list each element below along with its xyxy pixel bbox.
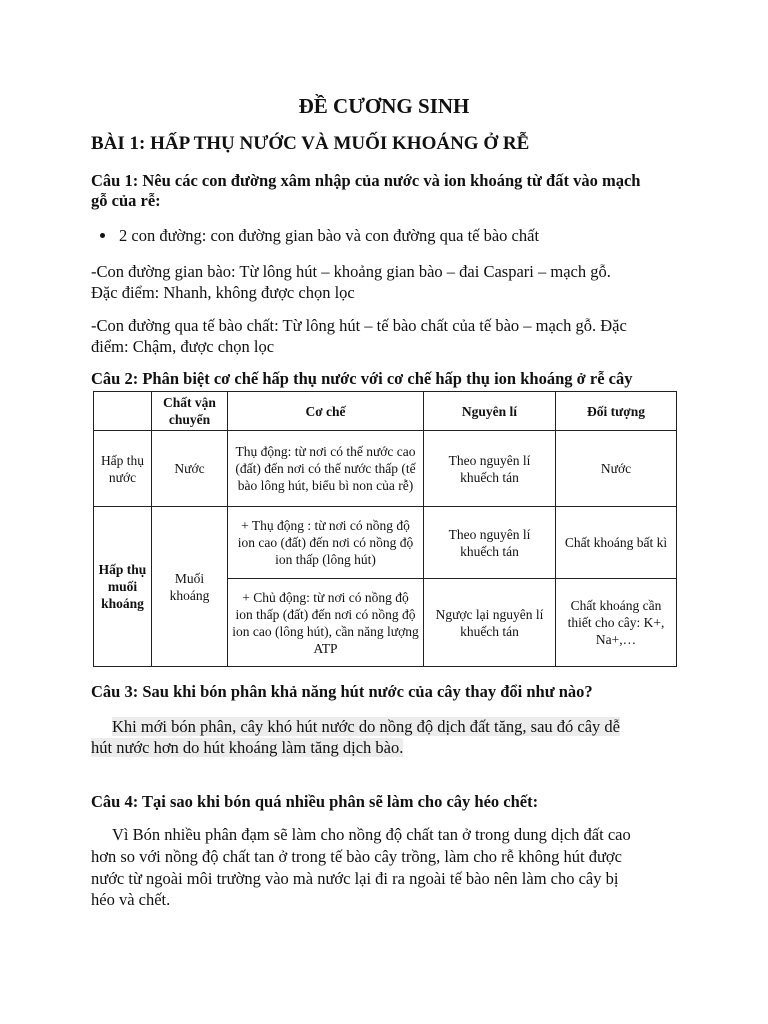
- table-header-row: [94, 392, 677, 431]
- bullet-dot-icon: [100, 233, 105, 238]
- answer-3-line1: [112, 716, 620, 737]
- paragraph-apoplast-line1: -Con đường gian bào: Từ lông hút – khoảng gian bào – đai Caspari – mạch gỗ.: [91, 262, 611, 281]
- table-header-cell: Cơ chế: [228, 392, 424, 431]
- question-2-title: Câu 2: Phân biệt cơ chế hấp thụ nước với cơ chế hấp thụ ion khoáng ở rễ cây: [91, 369, 633, 388]
- table-header-cell: [94, 392, 152, 431]
- table-header-cell: Nguyên lí: [424, 392, 556, 431]
- document-title: ĐỀ CƯƠNG SINH: [298, 94, 470, 118]
- table-cell: Nước: [152, 431, 228, 507]
- answer-4-line2: hơn so với nồng độ chất tan ở trong tế bào cây trồng, làm cho rễ không hút được: [91, 847, 622, 866]
- question-1-title-line1: Câu 1: Nêu các con đường xâm nhập của nước và ion khoáng từ đất vào mạch: [91, 171, 641, 190]
- table-cell: + Chủ động: từ nơi có nồng độ ion thấp (đất) đến nơi có nồng độ ion cao (lông hút), cần năng lượng ATP: [228, 579, 424, 667]
- question-3-title: Câu 3: Sau khi bón phân khả năng hút nước của cây thay đổi như nào?: [91, 682, 593, 701]
- table-header-cell: Chất vận chuyển: [152, 392, 228, 431]
- table-row: [94, 431, 677, 507]
- table-cell: Nước: [556, 431, 677, 507]
- lesson-title: BÀI 1: HẤP THỤ NƯỚC VÀ MUỐI KHOÁNG Ở RỄ: [91, 133, 530, 154]
- table-cell: Chất khoáng bất kì: [556, 507, 677, 579]
- paragraph-symplast-line2: điểm: Chậm, được chọn lọc: [91, 337, 275, 356]
- table-cell: Ngược lại nguyên lí khuếch tán: [424, 579, 556, 667]
- table-cell: Muối khoáng: [152, 507, 228, 667]
- table-cell: Theo nguyên lí khuếch tán: [424, 507, 556, 579]
- row-heading: Hấp thụ muối khoáng: [94, 507, 152, 667]
- paragraph-apoplast-line2: Đặc điểm: Nhanh, không được chọn lọc: [91, 283, 355, 302]
- bullet-item: [100, 226, 539, 246]
- answer-4-line3: nước từ ngoài môi trường vào mà nước lại đi ra ngoài tế bào nên làm cho cây bị: [91, 869, 619, 888]
- table-header-cell: Đối tượng: [556, 392, 677, 431]
- answer-4-line4: héo và chết.: [91, 890, 171, 909]
- highlighted-text: Khi mới bón phân, cây khó hút nước do nồng độ dịch đất tăng, sau đó cây dễ: [112, 717, 621, 736]
- table-cell: Chất khoáng cần thiết cho cây: K+, Na+,…: [556, 579, 677, 667]
- question-4-title: Câu 4: Tại sao khi bón quá nhiều phân sẽ làm cho cây héo chết:: [91, 792, 539, 811]
- table-row: [94, 507, 677, 579]
- paragraph-symplast-line1: -Con đường qua tế bào chất: Từ lông hút – tế bào chất của tế bào – mạch gỗ. Đặc: [91, 316, 627, 335]
- highlighted-text: hút nước hơn do hút khoáng làm tăng dịch bào.: [91, 738, 404, 757]
- answer-4-line1: Vì Bón nhiều phân đạm sẽ làm cho nồng độ chất tan ở trong dung dịch đất cao: [112, 825, 631, 844]
- question-1-title-line2: gỗ của rễ:: [91, 191, 161, 210]
- row-heading: Hấp thụ nước: [94, 431, 152, 507]
- comparison-table: [93, 391, 677, 667]
- table-cell: Thụ động: từ nơi có thế nước cao (đất) đến nơi có thế nước thấp (tế bào lông hút, biểu bì non của rễ): [228, 431, 424, 507]
- answer-3-line2: [91, 737, 403, 758]
- table-cell: + Thụ động : từ nơi có nồng độ ion cao (đất) đến nơi có nồng độ ion thấp (lông hút): [228, 507, 424, 579]
- bullet-text: 2 con đường: con đường gian bào và con đường qua tế bào chất: [119, 226, 540, 245]
- table-cell: Theo nguyên lí khuếch tán: [424, 431, 556, 507]
